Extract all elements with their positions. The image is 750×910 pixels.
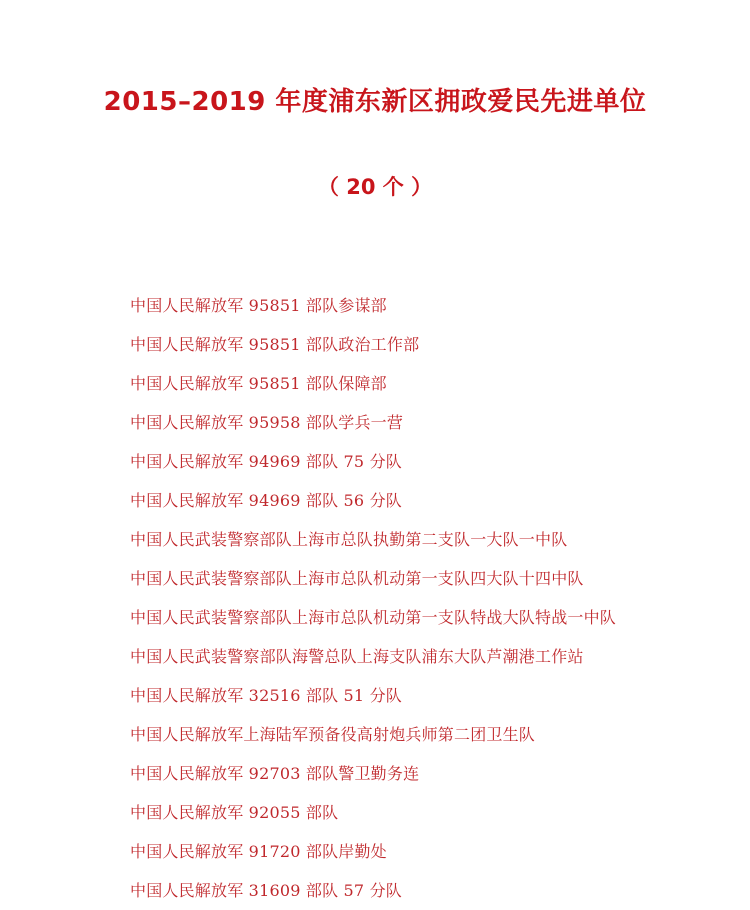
- list-item: 中国人民解放军 95958 部队学兵一营: [130, 413, 404, 432]
- list-item: 中国人民解放军 95851 部队政治工作部: [130, 335, 420, 354]
- document-title: 2015–2019 年度浦东新区拥政爱民先进单位: [103, 87, 647, 117]
- list-item: 中国人民解放军 95851 部队保障部: [130, 374, 387, 393]
- list-item: 中国人民解放军 92055 部队: [130, 803, 339, 822]
- list-item: 中国人民解放军上海陆军预备役高射炮兵师第二团卫生队: [130, 725, 536, 744]
- list-item: 中国人民解放军 94969 部队 56 分队: [130, 491, 403, 510]
- list-item: 中国人民武装警察部队上海市总队机动第一支队四大队十四中队: [130, 569, 584, 588]
- unit-count: （ 20 个 ）: [317, 175, 433, 199]
- list-item: 中国人民解放军 32516 部队 51 分队: [130, 686, 403, 705]
- list-item: 中国人民武装警察部队上海市总队机动第一支队特战大队特战一中队: [130, 608, 617, 627]
- list-item: 中国人民解放军 91720 部队岸勤处: [130, 842, 387, 861]
- list-item: 中国人民武装警察部队上海市总队执勤第二支队一大队一中队: [130, 530, 568, 549]
- unit-list: [130, 286, 616, 910]
- list-item: 中国人民武装警察部队海警总队上海支队浦东大队芦潮港工作站: [130, 647, 584, 666]
- list-item: 中国人民解放军 92703 部队警卫勤务连: [130, 764, 420, 783]
- list-item: 中国人民解放军 95851 部队参谋部: [130, 296, 387, 315]
- list-item: 中国人民解放军 31609 部队 57 分队: [130, 881, 403, 900]
- list-item: 中国人民解放军 94969 部队 75 分队: [130, 452, 403, 471]
